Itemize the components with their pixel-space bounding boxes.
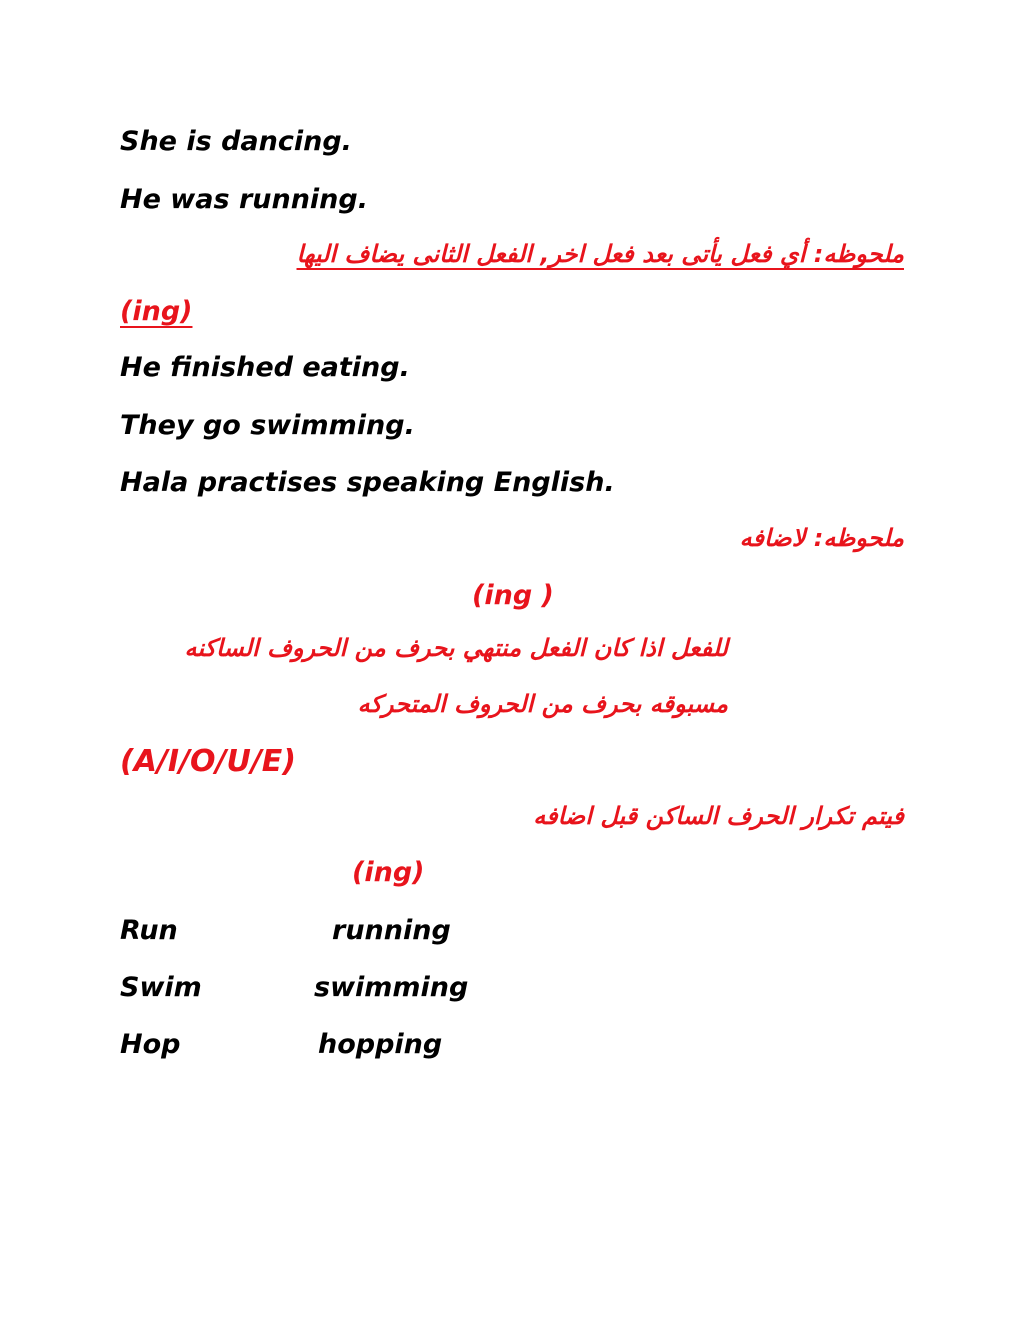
vowels-list: (A/I/O/U/E) [120,744,296,779]
note2-label: ملحوظه: لاضافه [739,524,904,552]
note1-arabic: ملحوظه: أي فعل يأتى بعد فعل اخر, الفعل الثانى يضاف اليها [296,240,904,268]
note2-line1: للفعل اذا كان الفعل منتهي بحرف من الحروف الساكنه [184,634,728,662]
note2-line2: مسبوقه بحرف من الحروف المتحركه [357,690,728,718]
doubling-base-run: Run [120,915,178,946]
note2-ing-suffix: (ing ) [472,580,554,611]
doubling-base-hop: Hop [120,1029,181,1060]
example-she-is-dancing: She is dancing. [120,126,352,157]
example-finished-eating: He finished eating. [120,352,410,383]
doubling-ing-swimming: swimming [314,972,469,1003]
doubling-ing-running: running [332,915,451,946]
example-practises-speaking: Hala practises speaking English. [120,467,615,498]
example-he-was-running: He was running. [120,184,368,215]
example-go-swimming: They go swimming. [120,410,415,441]
note2-ing-suffix-2: (ing) [352,857,425,888]
doubling-base-swim: Swim [120,972,202,1003]
doubling-ing-hopping: hopping [318,1029,443,1060]
note2-line3: فيتم تكرار الحرف الساكن قبل اضافه [533,802,904,830]
note1-ing-suffix: (ing) [120,296,193,327]
